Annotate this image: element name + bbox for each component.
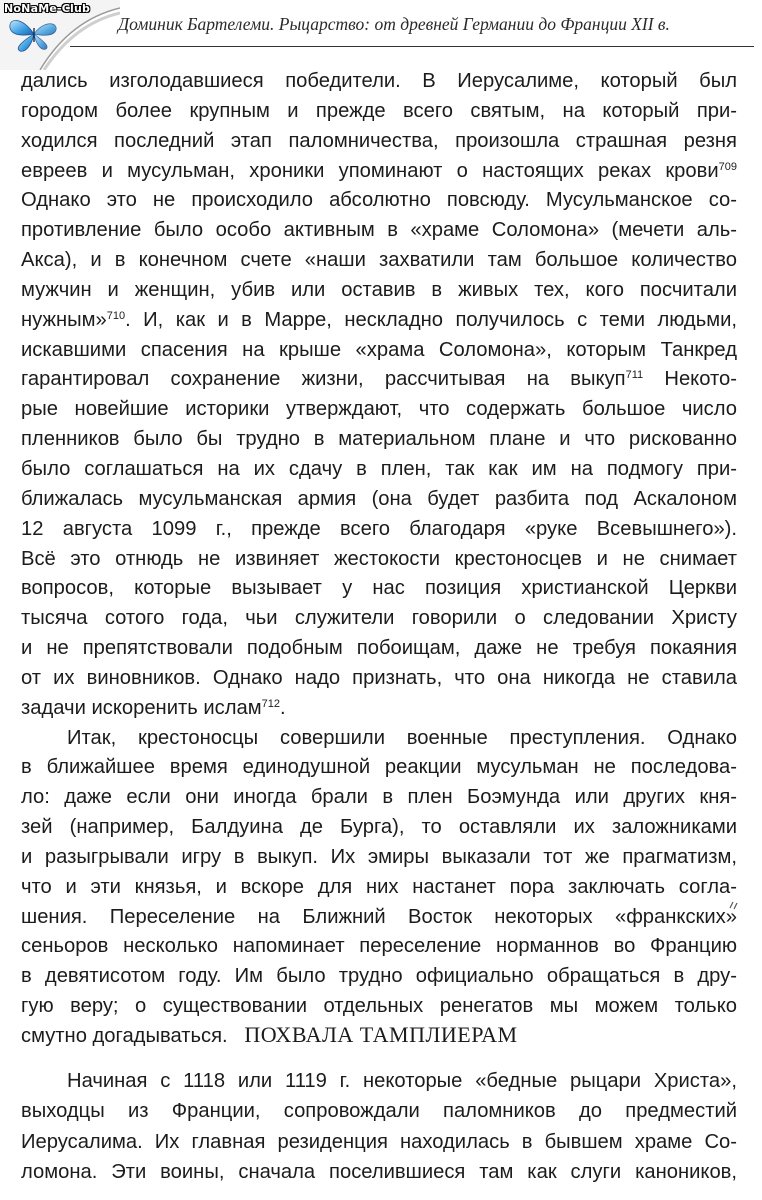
text-line: искавшими спасения на крыше «храма Соломона», которым Танкред	[21, 338, 737, 361]
text-line: что и эти князья, и вскоре для них настанет пора заключать согла-	[21, 875, 737, 898]
text-line: тысяча сотого года, чьи служители говорили о следовании Христу	[21, 607, 737, 630]
text-line: Всё это отнюдь не извиняет жестокости крестоносцев и не снимает	[21, 547, 737, 570]
header-rule	[70, 46, 754, 47]
text-line: противление было особо активным в «храме Соломона» (мечети аль-	[21, 219, 737, 242]
text-line: дались изголодавшиеся победители. В Иерусалиме, который был	[21, 70, 737, 92]
text-line: шения. Переселение на Ближний Восток некоторых «франкских»	[21, 905, 737, 928]
footnote-ref[interactable]: 710	[106, 309, 126, 322]
margin-mark-icon	[727, 898, 741, 912]
text-line: Итак, крестоносцы совершили военные преступления. Однако	[67, 726, 737, 749]
text-line: 12 августа 1099 г., прежде всего благодаря «руке Всевышнего»).	[21, 517, 737, 540]
text-line: зей (например, Балдуина де Бурга), то оставляли их заложниками	[21, 816, 737, 839]
footnote-ref[interactable]: 709	[718, 160, 737, 173]
text-line: вопросов, которые вызывает у нас позиция христианской Церкви	[21, 577, 737, 600]
text-line: гую веру; о существовании отдельных ренегатов мы можем только	[21, 995, 737, 1018]
watermark-text: NoNaMe-Club	[4, 2, 91, 15]
text-line: Однако это не происходило абсолютно повсюду. Мусульманское со-	[21, 189, 737, 212]
text-line: задачи искоренить ислам$^{712}$.	[21, 696, 286, 719]
text-line: и не препятствовали подобным побоищам, даже не требуя покаяния	[21, 637, 737, 660]
text-line: сеньоров несколько напоминает переселение норманнов во Францию	[21, 935, 737, 958]
text-line: было соглашаться на их сдачу в плен, так как им на подмогу при-	[21, 457, 737, 480]
text-line: евреев и мусульман, хроники упоминают о настоящих реках крови$^{709}$	[21, 159, 737, 182]
text-line: гарантировал сохранение жизни, рассчитывая на выкуп$^{711}$ Некото-	[21, 368, 737, 391]
section-heading: ПОХВАЛА ТАМПЛИЕРАМ	[244, 1022, 518, 1047]
butterfly-icon	[4, 14, 64, 54]
text-line: ходился последний этап паломничества, произошла страшная резня	[21, 129, 737, 152]
watermark	[0, 0, 118, 70]
paragraph-3	[21, 1066, 737, 1187]
text-line: городом более крупным и прежде всего святым, на который при-	[21, 99, 737, 122]
text-line: смутно догадываться.	[21, 1025, 228, 1047]
text-line: ломона. Эти воины, сначала поселившиеся там как слуги каноников,	[21, 1160, 737, 1183]
text-line: и разыгрывали игру в выкуп. Их эмиры выказали тот же прагматизм,	[21, 845, 737, 868]
footnote-ref[interactable]: 711	[625, 369, 644, 382]
text-line: в ближайшее время единодушной реакции мусульман не последова-	[21, 756, 737, 779]
text-line: нужным»$^{710}$. И, как и в Марре, нескладно получилось с теми людьми,	[21, 308, 737, 331]
text-line: мужчин и женщин, убив или оставив в живых тех, кого посчитали	[21, 278, 737, 301]
running-header: Доминик Бартелеми. Рыцарство: от древней Германии до Франции XII в.	[118, 14, 670, 34]
footnote-ref[interactable]: 712	[261, 697, 280, 710]
text-line: ближалась мусульманская армия (она будет разбита под Аскалоном	[21, 487, 737, 510]
text-line: пленников было бы трудно в материальном плане и что рискованно	[21, 428, 737, 451]
text-line: выходцы из Франции, сопровождали паломников до предместий	[21, 1100, 737, 1123]
text-line: Акса), и в конечном счете «наши захватили там большое количество	[21, 249, 737, 272]
text-line: в девятисотом году. Им было трудно официально обращаться в дру-	[21, 965, 737, 988]
text-line: от их виновников. Однако надо признать, что она никогда не ставила	[21, 666, 737, 689]
text-line: ло: даже если они иногда брали в плен Боэмунда или других кня-	[21, 786, 737, 809]
text-line: рые новейшие историки утверждают, что содержать большое число	[21, 398, 737, 421]
text-line: Иерусалима. Их главная резиденция находилась в бывшем храме Со-	[21, 1130, 737, 1153]
paragraph-1	[21, 67, 737, 1052]
text-line: Начиная с 1118 или 1119 г. некоторые «бедные рыцари Христа»,	[67, 1070, 737, 1092]
